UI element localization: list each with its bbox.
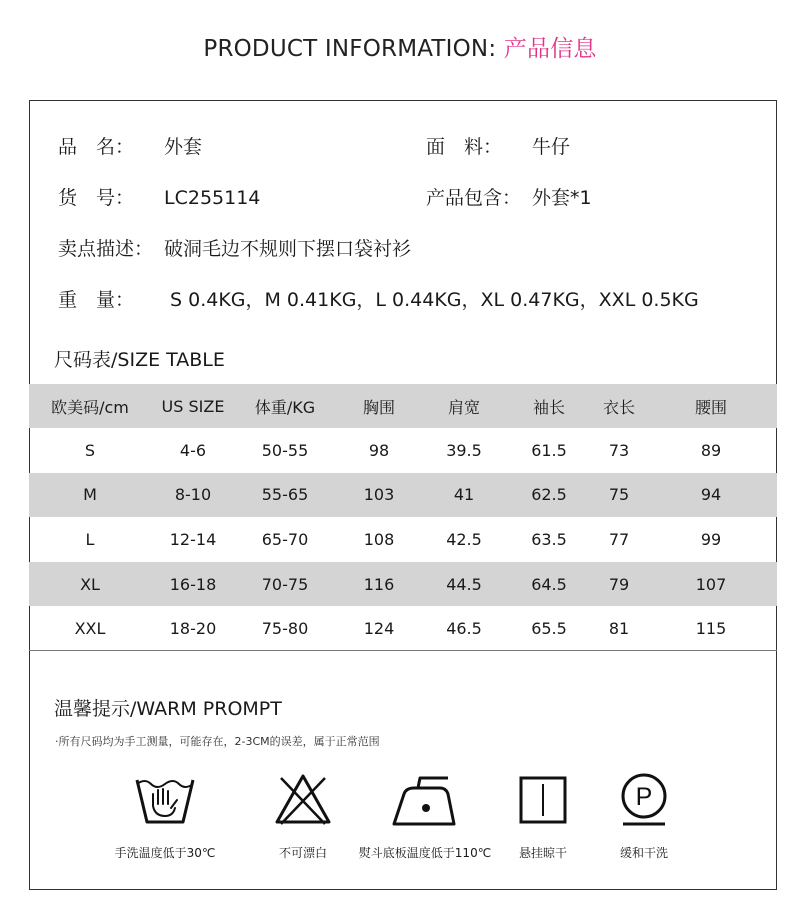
info-fabric-label: 面 料：	[426, 136, 503, 158]
table-cell: 8-10	[151, 473, 235, 518]
care-label: 缓和干洗	[619, 846, 668, 860]
table-cell: 12-14	[169, 529, 217, 549]
table-row	[29, 428, 777, 473]
info-package-value: 外套*1	[532, 187, 592, 209]
table-cell: 55-65	[235, 473, 335, 518]
no-bleach-icon	[271, 770, 335, 830]
col-header: 袖长	[505, 384, 593, 428]
table-cell: 61.5	[531, 440, 567, 460]
col-header: 肩宽	[423, 384, 505, 428]
table-row	[29, 562, 777, 607]
svg-text:P: P	[635, 783, 653, 811]
info-fabric-value: 牛仔	[532, 136, 571, 158]
info-name-value: 外套	[164, 136, 203, 158]
col-header: 欧美码/cm	[29, 384, 151, 428]
care-item-hand-wash	[85, 770, 245, 861]
info-fabric	[426, 132, 570, 159]
table-row	[29, 606, 777, 651]
info-package-label: 产品包含：	[426, 187, 522, 209]
section-divider	[29, 650, 777, 651]
col-header: 衣长	[593, 384, 645, 428]
iron-icon	[390, 770, 460, 830]
table-cell: 77	[608, 529, 630, 549]
size-table-header-row	[29, 384, 777, 428]
table-cell: 44.5	[423, 562, 505, 607]
info-package	[426, 183, 592, 210]
care-item-gentle-dry-clean	[564, 770, 724, 861]
table-cell: 50-55	[261, 440, 309, 460]
table-row	[29, 473, 777, 518]
table-cell: 124	[363, 619, 395, 639]
table-cell: 39.5	[446, 440, 482, 460]
table-cell: 16-18	[151, 562, 235, 607]
table-cell: 18-20	[169, 619, 217, 639]
table-cell: 41	[423, 473, 505, 518]
size-table	[29, 384, 777, 651]
col-header: 胸围	[335, 384, 423, 428]
info-item-no-value: LC255114	[164, 187, 261, 209]
warm-prompt-note: ·所有尺码均为手工测量，可能存在，2-3CM的误差，属于正常范围	[55, 735, 380, 748]
care-label: 手洗温度低于30℃	[114, 846, 216, 860]
warm-prompt-title: 温馨提示/WARM PROMPT	[54, 698, 282, 720]
info-item-no	[58, 183, 260, 210]
col-header: 腰围	[645, 384, 777, 428]
table-cell: 115	[695, 619, 727, 639]
table-cell: 116	[335, 562, 423, 607]
table-cell: 81	[608, 619, 630, 639]
title-cn: 产品信息	[503, 36, 597, 62]
table-cell: 42.5	[446, 529, 482, 549]
size-table-title: 尺码表/SIZE TABLE	[54, 349, 225, 371]
table-cell: XL	[29, 562, 151, 607]
info-weight-label: 重 量：	[58, 289, 135, 311]
page-title	[0, 30, 800, 63]
info-weight	[58, 285, 699, 312]
table-cell: 107	[645, 562, 777, 607]
table-row	[29, 517, 777, 562]
info-name-label: 品 名：	[58, 136, 135, 158]
table-cell: 99	[700, 529, 722, 549]
care-label: 不可漂白	[278, 846, 327, 860]
table-cell: S	[84, 440, 96, 460]
col-header: 体重/KG	[235, 384, 335, 428]
col-header: US SIZE	[151, 384, 235, 428]
care-label: 悬挂晾干	[518, 846, 567, 860]
table-cell: L	[85, 529, 95, 549]
table-cell: 75-80	[261, 619, 309, 639]
info-weight-value: S 0.4KG，M 0.41KG，L 0.44KG，XL 0.47KG，XXL 0.5KG	[170, 289, 699, 311]
info-selling-label: 卖点描述：	[58, 238, 154, 260]
info-selling-value: 破洞毛边不规则下摆口袋衬衫	[164, 238, 412, 260]
hand-wash-icon	[133, 770, 197, 830]
care-label: 熨斗底板温度低于110℃	[358, 846, 492, 860]
table-cell: 64.5	[505, 562, 593, 607]
table-cell: 65.5	[531, 619, 567, 639]
table-cell: 46.5	[446, 619, 482, 639]
table-cell: 65-70	[261, 529, 309, 549]
table-cell: 103	[335, 473, 423, 518]
info-selling	[58, 234, 411, 261]
table-cell: M	[29, 473, 151, 518]
table-cell: 63.5	[531, 529, 567, 549]
table-cell: 75	[593, 473, 645, 518]
table-cell: 89	[700, 440, 722, 460]
table-cell: 70-75	[235, 562, 335, 607]
gentle-dry-clean-icon	[612, 770, 676, 830]
table-cell: 62.5	[505, 473, 593, 518]
info-name	[58, 132, 202, 159]
title-en: PRODUCT INFORMATION:	[203, 36, 504, 62]
table-cell: 79	[593, 562, 645, 607]
table-cell: 4-6	[179, 440, 207, 460]
info-item-no-label: 货 号：	[58, 187, 135, 209]
table-cell: 98	[368, 440, 390, 460]
table-cell: 108	[363, 529, 395, 549]
table-cell: XXL	[74, 619, 106, 639]
table-cell: 73	[608, 440, 630, 460]
table-cell: 94	[645, 473, 777, 518]
